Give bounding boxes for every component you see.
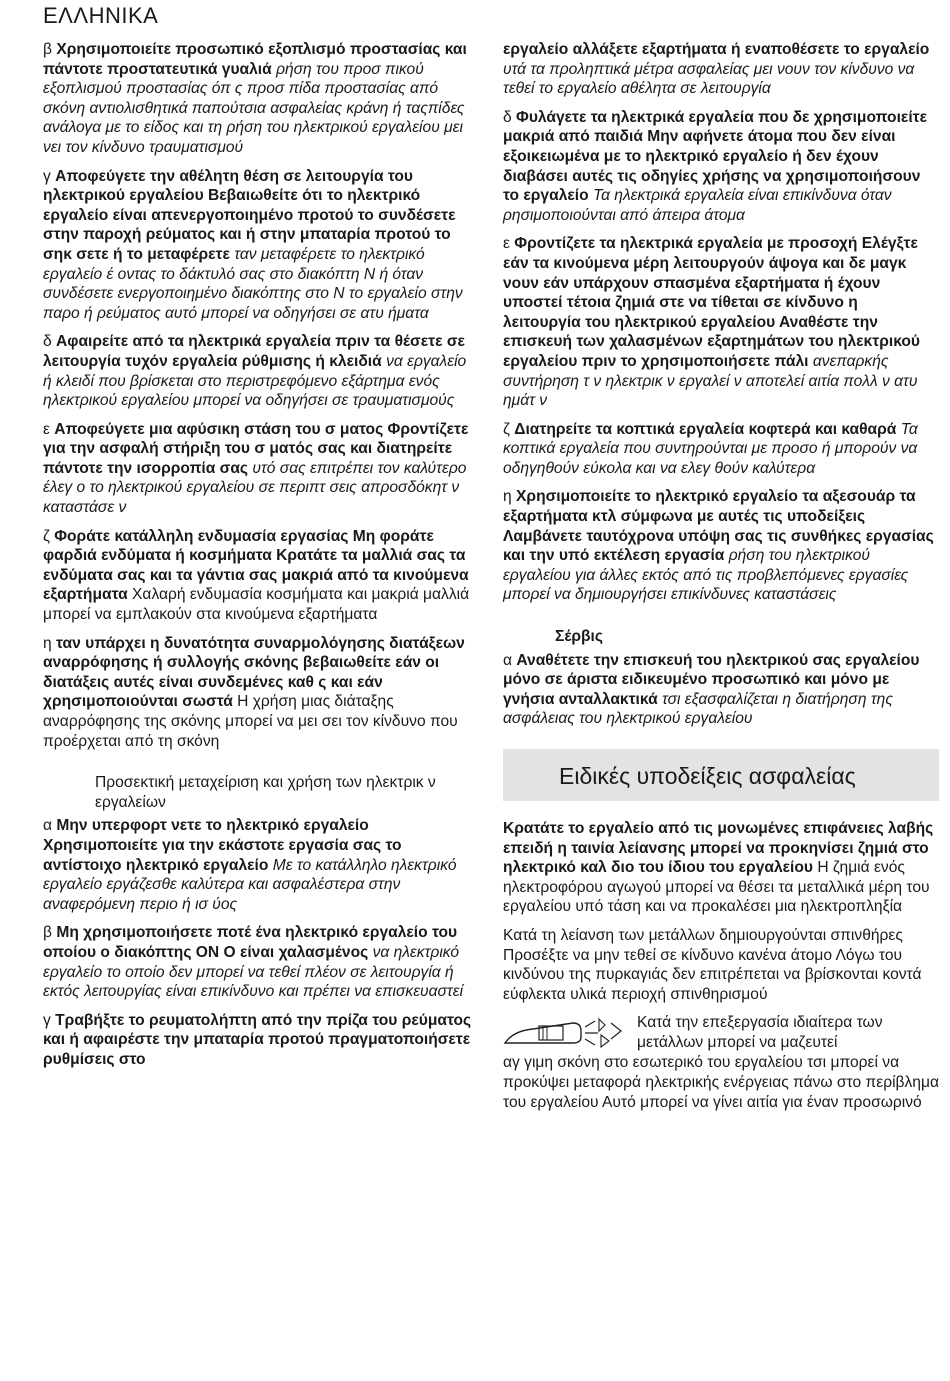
special-safety-heading: Ειδικές υποδείξεις ασφαλείας xyxy=(559,763,856,789)
dust-warning-row xyxy=(503,1013,939,1053)
left-column xyxy=(43,40,479,1079)
paragraph-broken-switch: β Μη χρησιμοποιήσετε ποτέ ένα ηλεκτρικό εργαλείο του οποίου ο διακόπτης ON O είναι χαλασμένος να ηλεκτρικό εργαλείο το οποίο δεν μπορεί να τεθεί πλέον σε λειτουργία ή εκτός λειτουργίας είναι επικίνδυνο και πρέπει να επισκευαστεί xyxy=(43,924,464,1001)
right-column xyxy=(503,40,939,1121)
paragraph-insulated-grip: Κρατάτε το εργαλείο από τις μονωμένες επιφάνειες λαβής επειδή η ταινία λείανσης μπορεί να προκηνίσει ζημιά στο ηλεκτρικό καλ διο του ίδιου του εργαλείου Η ζημιά ενός ηλεκτροφόρου αγωγού μπορεί να θέσει τα μεταλλικά μέρη του εργαλείου υπό τάση και να προκαλέσει μια ηλεκτροπληξία xyxy=(503,820,934,916)
paragraph-remove-keys: δ Αφαιρείτε από τα ηλεκτρικά εργαλεία πριν τα θέσετε σε λειτουργία τυχόν εργαλεία ρύθμισης ή κλειδιά να εργαλείο ή κλειδί που βρίσκεται στο περιστρεφόμενο εξάρτημα ενός ηλεκτρικού εργαλείου μπορεί να οδηγήσει σε τραυματισμούς xyxy=(43,333,467,410)
paragraph-repair-service: α Αναθέτετε την επισκευή του ηλεκτρικού σας εργαλείου μόνο σε άριστα ειδικευμένο προσωπικό και μόνο με γνήσια ανταλλακτικά τσι εξασφαλίζεται η διατήρηση της ασφάλειας του ηλεκτρικού εργαλείου xyxy=(503,651,920,728)
dust-warning-text: Κατά την επεξεργασία ιδιαίτερα των μετάλλων μπορεί να μαζευτεί xyxy=(637,1014,883,1051)
paragraph-sparks: Κατά τη λείανση των μετάλλων δημιουργούνται σπινθήρες Προσέξτε να μην τεθεί σε κίνδυνο κανένα άτομο Λόγω του κινδύνου της πυρκαγιάς δεν επιτρέπεται να βρίσκονται κοντά εύφλεκτα υλικά περιοχή σπινθηρισμού xyxy=(503,926,922,1003)
paragraph-clothing: ζ Φοράτε κατάλληλη ενδυμασία εργασίας Μη φοράτε φαρδιά ενδύματα ή κοσμήματα Κρατάτε τα μαλλιά σας τα ενδύματα σας και τα γάντια σας μακριά από τα κινούμενα εξαρτήματα Χαλαρή ενδυμασία κοσμήματα και μακριά μαλλιά μπορεί να εμπλακούν στα κινούμενα εξαρτήματα xyxy=(43,527,470,624)
section-heading-tool-use: Προσεκτική μεταχείριση και χρήση των ηλεκτρικ ν εργαλείων xyxy=(95,774,436,811)
paragraph-dust-conduct: αγ γιμη σκόνη στο εσωτερικό του εργαλείου τσι μπορεί να προκύψει μεταφορά ηλεκτρικής ενέργειας πάνω στο περίβλημα του εργαλείου Αυτό μπορεί να γίνει αιτία για έναν προσωρινό xyxy=(503,1054,939,1111)
sander-dust-icon xyxy=(503,1013,633,1053)
paragraph-dust-extraction: η ταν υπάρχει η δυνατότητα συναρμολόγησης διατάξεων αναρρόφησης ή συλλογής σκόνης βεβαιωθείτε εάν οι διατάξεις αυτές είναι συνδεμένες καθ ς και εάν χρησιμοποιούνται σωστά Η χρήση μιας διάταξης αναρρόφησης της σκόνης μπορεί να μει σει τον κίνδυνο που προέρχεται από τη σκόνη xyxy=(43,634,465,750)
paragraph-unplug: γ Τραβήξτε το ρευματολήπτη από την πρίζα του ρεύματος και ή αφαιρέστε την μπαταρία προτού πραγματοποιήσετε ρυθμίσεις στο xyxy=(43,1011,472,1068)
paragraph-body-posture: ε Αποφεύγετε μια αφύσικη στάση του σ ματος Φροντίζετε για την ασφαλή στήριξη του σ ματός σας και διατηρείτε πάντοτε την ισορροπία σας υτό σας επιτρέπει τον καλύτερο έλεγ ο το ηλεκτρικού εργαλείου σε περιπτ σεις απροσδόκητ ν καταστάσε ν xyxy=(43,420,469,517)
paragraph-unintended-start: γ Αποφεύγετε την αθέλητη θέση σε λειτουργία του ηλεκτρικού εργαλείου Βεβαιωθείτε ότι το ηλεκτρικό εργαλείο είναι απενεργοποιημένο προτού το συνδέσετε στην παροχή ρεύματος και ή στην μπαταρία προτού το σηκ σετε ή το μεταφέρετε ταν μεταφέρετε το ηλεκτρικό εργαλείο έ οντας το δάκτυλό σας στο διακόπτη N ή όταν συνδέσετε ενεργοποιημένο διακόπτης στο N το εργαλείο στην παρο ή ρεύματος αυτό μπορεί να οδηγήσει σε ατυ ήματα xyxy=(43,167,463,322)
paragraph-maintain-tools: ε Φροντίζετε τα ηλεκτρικά εργαλεία με προσοχή Ελέγξτε εάν τα κινούμενα μέρη λειτουργούν άψογα και δε μαγκ νουν εάν υπάρχουν σπασμένα εξαρτήματα ή έχουν υποστεί τέτοια ζημιά στε να τίθεται σε κίνδυνο η λειτουργία του ηλεκτρικού εργαλείου Αναθέστε την επισκευή των χαλασμένων εξαρτημάτων του ηλεκτρικού εργαλείου πριν το χρησιμοποιήσετε πάλι ανεπαρκής συντήρηση τ ν ηλεκτρικ ν εργαλεί ν αποτελεί αιτία πολλ ν ατυ ημάτ ν xyxy=(503,235,920,410)
paragraph-store-tools: δ Φυλάγετε τα ηλεκτρικά εργαλεία που δε χρησιμοποιείτε μακριά από παιδιά Μην αφήνετε άτομα που δεν είναι εξοικειωμένα με το ηλεκτρικό εργαλείο ή δεν έχουν διαβάσει αυτές τις οδηγίες χρήσης να χρησιμοποιήσουν το εργαλείο Τα ηλεκτρικά εργαλεία είναι επικίνδυνα όταν ρησιμοποιούνται από άπειρα άτομα xyxy=(503,108,928,224)
section-heading-service: Σέρβις xyxy=(555,628,603,646)
language-header: ΕΛΛΗΝΙΚΑ xyxy=(43,3,159,28)
paragraph-use-accessories: η Χρησιμοποιείτε το ηλεκτρικό εργαλείο τα αξεσουάρ τα εξαρτήματα κτλ σύμφωνα με αυτές τις υποδείξεις Λαμβάνετε ταυτόχρονα υπόψη σας τις συνθήκες εργασίας και την υπό εκτέλεση εργασία ρήση του ηλεκτρικού εργαλείου για άλλες εκτός από τις προβλεπόμενες εργασίες μπορεί να δημιουργήσει επικίνδυνες καταστάσεις xyxy=(503,488,934,604)
special-safety-heading-box xyxy=(503,749,939,801)
paragraph-no-overload: α Μην υπερφορτ νετε το ηλεκτρικό εργαλείο Χρησιμοποιείτε για την εκάστοτε εργασία σας το αντίστοιχο ηλεκτρικό εργαλείο Με το κατάλληλο ηλεκτρικό εργαλείο εργάζεσθε καλύτερα και ασφαλέστερα στην αναφερόμενη περιο ή ισ ύος xyxy=(43,817,457,913)
paragraph-unplug-continued: εργαλείο αλλάξετε εξαρτήματα ή εναποθέσετε το εργαλείο υτά τα προληπτικά μέτρα ασφαλείας μει νουν τον κίνδυνο να τεθεί το εργαλείο αθέλητα σε λειτουργία xyxy=(503,41,930,98)
paragraph-cutting-tools: ζ Διατηρείτε τα κοπτικά εργαλεία κοφτερά και καθαρά Τα κοπτικά εργαλεία που συντηρούνται με προσο ή μπορούν να οδηγηθούν εύκολα και να ελεγ θούν καλύτερα xyxy=(503,420,918,477)
paragraph-protective-equipment: β Χρησιμοποιείτε προσωπικό εξοπλισμό προστασίας και πάντοτε προστατευτικά γυαλιά ρήση του προσ πικού εξοπλισμού προστασίας όπ ς προσ πίδα προστασίας από σκόνη αντιολισθητικά παπούτσια ασφαλείας κράνη ή ταςπίδες ανάλογα με το είδος και τη ρήση του ηλεκτρικού εργαλείου μει νει τον κίνδυνο τραυματισμού xyxy=(43,41,467,156)
